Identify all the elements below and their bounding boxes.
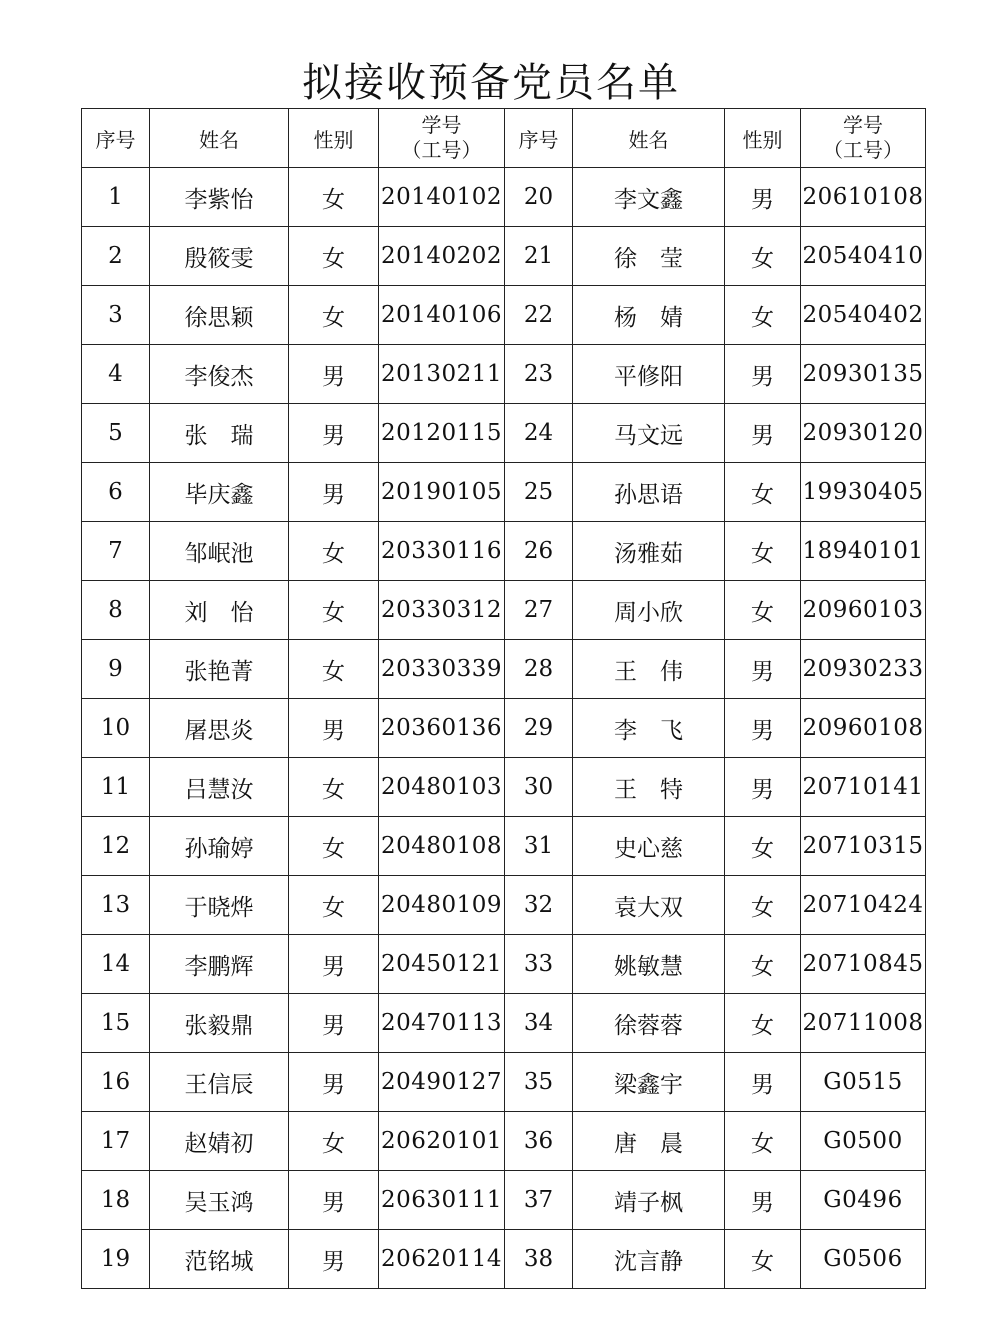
left-gender-cell: 女: [289, 876, 379, 935]
left-seq-cell: 7: [82, 522, 150, 581]
right-seq-cell: 32: [505, 876, 573, 935]
left-gender-cell: 女: [289, 286, 379, 345]
left-seq-cell: 3: [82, 286, 150, 345]
right-seq-cell: 24: [505, 404, 573, 463]
table-row: [82, 168, 926, 227]
left-gender-cell: 女: [289, 758, 379, 817]
right-seq-cell: 36: [505, 1112, 573, 1171]
left-gender-cell: 男: [289, 699, 379, 758]
left-seq-cell: 5: [82, 404, 150, 463]
header-gender-right: 性别: [725, 109, 801, 168]
left-id-cell: 20360136: [379, 699, 505, 758]
right-seq-cell: 27: [505, 581, 573, 640]
right-name-cell: 孙思语: [573, 463, 725, 522]
right-name-cell: 姚敏慧: [573, 935, 725, 994]
left-name-cell: 李俊杰: [150, 345, 289, 404]
header-seq: 序号: [82, 109, 150, 168]
right-id-cell: 20540410: [801, 227, 926, 286]
right-gender-cell: 女: [725, 1112, 801, 1171]
left-gender-cell: 女: [289, 522, 379, 581]
left-name-cell: 刘 怡: [150, 581, 289, 640]
member-table: [81, 108, 926, 1289]
left-name-cell: 张艳菁: [150, 640, 289, 699]
right-id-cell: 20710845: [801, 935, 926, 994]
right-id-cell: 20930120: [801, 404, 926, 463]
right-gender-cell: 男: [725, 168, 801, 227]
left-id-cell: 20620114: [379, 1230, 505, 1289]
left-seq-cell: 4: [82, 345, 150, 404]
left-gender-cell: 男: [289, 404, 379, 463]
left-name-cell: 张毅鼎: [150, 994, 289, 1053]
table-row: [82, 817, 926, 876]
page-title: 拟接收预备党员名单: [302, 60, 680, 106]
right-gender-cell: 女: [725, 286, 801, 345]
left-gender-cell: 男: [289, 1230, 379, 1289]
left-id-cell: 20480103: [379, 758, 505, 817]
right-name-cell: 徐 莹: [573, 227, 725, 286]
right-seq-cell: 35: [505, 1053, 573, 1112]
left-name-cell: 殷筱雯: [150, 227, 289, 286]
left-seq-cell: 6: [82, 463, 150, 522]
table-row: [82, 1112, 926, 1171]
right-name-cell: 靖子枫: [573, 1171, 725, 1230]
right-id-cell: 20710141: [801, 758, 926, 817]
left-gender-cell: 男: [289, 935, 379, 994]
left-seq-cell: 8: [82, 581, 150, 640]
left-id-cell: 20490127: [379, 1053, 505, 1112]
right-id-cell: 20710424: [801, 876, 926, 935]
left-name-cell: 徐思颖: [150, 286, 289, 345]
table-row: [82, 404, 926, 463]
right-name-cell: 史心慈: [573, 817, 725, 876]
table-row: [82, 699, 926, 758]
right-gender-cell: 女: [725, 994, 801, 1053]
right-gender-cell: 男: [725, 404, 801, 463]
header-id-right-line2: （工号）: [823, 138, 903, 162]
left-gender-cell: 女: [289, 227, 379, 286]
left-id-cell: 20140102: [379, 168, 505, 227]
left-seq-cell: 9: [82, 640, 150, 699]
right-seq-cell: 25: [505, 463, 573, 522]
right-seq-cell: 28: [505, 640, 573, 699]
right-seq-cell: 21: [505, 227, 573, 286]
left-name-cell: 李紫怡: [150, 168, 289, 227]
right-name-cell: 梁鑫宇: [573, 1053, 725, 1112]
left-seq-cell: 1: [82, 168, 150, 227]
left-id-cell: 20450121: [379, 935, 505, 994]
left-name-cell: 范铭城: [150, 1230, 289, 1289]
left-name-cell: 孙瑜婷: [150, 817, 289, 876]
right-gender-cell: 男: [725, 758, 801, 817]
left-name-cell: 于晓烨: [150, 876, 289, 935]
table-row: [82, 758, 926, 817]
right-seq-cell: 38: [505, 1230, 573, 1289]
right-id-cell: G0500: [801, 1112, 926, 1171]
left-id-cell: 20620101: [379, 1112, 505, 1171]
left-id-cell: 20330339: [379, 640, 505, 699]
left-seq-cell: 12: [82, 817, 150, 876]
right-seq-cell: 23: [505, 345, 573, 404]
left-id-cell: 20330116: [379, 522, 505, 581]
right-gender-cell: 男: [725, 699, 801, 758]
right-name-cell: 马文远: [573, 404, 725, 463]
header-id-right-line1: 学号: [843, 113, 883, 137]
left-name-cell: 王信辰: [150, 1053, 289, 1112]
right-id-cell: 19930405: [801, 463, 926, 522]
left-gender-cell: 男: [289, 994, 379, 1053]
left-name-cell: 吕慧汝: [150, 758, 289, 817]
right-seq-cell: 33: [505, 935, 573, 994]
header-id-right: [801, 109, 926, 168]
left-gender-cell: 男: [289, 1053, 379, 1112]
table-row: [82, 935, 926, 994]
right-gender-cell: 女: [725, 1230, 801, 1289]
left-name-cell: 毕庆鑫: [150, 463, 289, 522]
header-gender: 性别: [289, 109, 379, 168]
right-gender-cell: 女: [725, 935, 801, 994]
right-id-cell: 20930135: [801, 345, 926, 404]
right-id-cell: 20930233: [801, 640, 926, 699]
left-gender-cell: 女: [289, 168, 379, 227]
right-id-cell: G0515: [801, 1053, 926, 1112]
right-seq-cell: 26: [505, 522, 573, 581]
right-id-cell: 20710315: [801, 817, 926, 876]
right-gender-cell: 女: [725, 463, 801, 522]
right-seq-cell: 20: [505, 168, 573, 227]
right-id-cell: 20711008: [801, 994, 926, 1053]
header-row: [82, 109, 926, 168]
right-gender-cell: 男: [725, 1053, 801, 1112]
right-gender-cell: 女: [725, 227, 801, 286]
left-gender-cell: 女: [289, 581, 379, 640]
left-name-cell: 屠思炎: [150, 699, 289, 758]
right-name-cell: 徐蓉蓉: [573, 994, 725, 1053]
right-name-cell: 周小欣: [573, 581, 725, 640]
table-row: [82, 345, 926, 404]
right-seq-cell: 34: [505, 994, 573, 1053]
right-gender-cell: 女: [725, 522, 801, 581]
right-gender-cell: 女: [725, 817, 801, 876]
right-seq-cell: 31: [505, 817, 573, 876]
right-id-cell: 20960103: [801, 581, 926, 640]
right-name-cell: 王 伟: [573, 640, 725, 699]
table-row: [82, 876, 926, 935]
left-name-cell: 邹岷池: [150, 522, 289, 581]
left-gender-cell: 男: [289, 463, 379, 522]
right-id-cell: 20610108: [801, 168, 926, 227]
header-id: [379, 109, 505, 168]
left-seq-cell: 16: [82, 1053, 150, 1112]
header-seq-right: 序号: [505, 109, 573, 168]
header-name-right: 姓名: [573, 109, 725, 168]
right-name-cell: 汤雅茹: [573, 522, 725, 581]
left-gender-cell: 女: [289, 640, 379, 699]
right-name-cell: 李 飞: [573, 699, 725, 758]
table-row: [82, 463, 926, 522]
left-seq-cell: 15: [82, 994, 150, 1053]
left-id-cell: 20480108: [379, 817, 505, 876]
left-seq-cell: 17: [82, 1112, 150, 1171]
left-seq-cell: 2: [82, 227, 150, 286]
right-name-cell: 平修阳: [573, 345, 725, 404]
right-seq-cell: 37: [505, 1171, 573, 1230]
left-seq-cell: 14: [82, 935, 150, 994]
left-seq-cell: 10: [82, 699, 150, 758]
header-name: 姓名: [150, 109, 289, 168]
table-body: [82, 168, 926, 1289]
left-gender-cell: 女: [289, 817, 379, 876]
left-id-cell: 20470113: [379, 994, 505, 1053]
table-row: [82, 1053, 926, 1112]
right-name-cell: 杨 婧: [573, 286, 725, 345]
left-seq-cell: 18: [82, 1171, 150, 1230]
right-gender-cell: 男: [725, 640, 801, 699]
left-id-cell: 20630111: [379, 1171, 505, 1230]
left-name-cell: 张 瑞: [150, 404, 289, 463]
left-seq-cell: 11: [82, 758, 150, 817]
header-id-line2: （工号）: [401, 138, 482, 162]
right-id-cell: 20540402: [801, 286, 926, 345]
right-id-cell: G0506: [801, 1230, 926, 1289]
right-id-cell: 20960108: [801, 699, 926, 758]
right-gender-cell: 女: [725, 581, 801, 640]
right-seq-cell: 22: [505, 286, 573, 345]
right-gender-cell: 男: [725, 345, 801, 404]
table-row: [82, 522, 926, 581]
left-id-cell: 20190105: [379, 463, 505, 522]
right-gender-cell: 女: [725, 876, 801, 935]
left-gender-cell: 女: [289, 1112, 379, 1171]
right-id-cell: G0496: [801, 1171, 926, 1230]
left-name-cell: 赵婧初: [150, 1112, 289, 1171]
right-seq-cell: 30: [505, 758, 573, 817]
table-row: [82, 1230, 926, 1289]
right-name-cell: 李文鑫: [573, 168, 725, 227]
left-id-cell: 20140202: [379, 227, 505, 286]
right-name-cell: 唐 晨: [573, 1112, 725, 1171]
left-gender-cell: 男: [289, 345, 379, 404]
right-id-cell: 18940101: [801, 522, 926, 581]
table-row: [82, 581, 926, 640]
left-name-cell: 李鹏辉: [150, 935, 289, 994]
header-id-line1: 学号: [421, 113, 462, 137]
left-seq-cell: 19: [82, 1230, 150, 1289]
right-gender-cell: 男: [725, 1171, 801, 1230]
left-name-cell: 吴玉鸿: [150, 1171, 289, 1230]
table-row: [82, 227, 926, 286]
left-id-cell: 20330312: [379, 581, 505, 640]
table-row: [82, 994, 926, 1053]
right-name-cell: 袁大双: [573, 876, 725, 935]
right-name-cell: 王 特: [573, 758, 725, 817]
left-id-cell: 20140106: [379, 286, 505, 345]
left-id-cell: 20480109: [379, 876, 505, 935]
left-seq-cell: 13: [82, 876, 150, 935]
table-row: [82, 640, 926, 699]
right-seq-cell: 29: [505, 699, 573, 758]
right-name-cell: 沈言静: [573, 1230, 725, 1289]
left-id-cell: 20120115: [379, 404, 505, 463]
table-row: [82, 286, 926, 345]
left-gender-cell: 男: [289, 1171, 379, 1230]
table-row: [82, 1171, 926, 1230]
left-id-cell: 20130211: [379, 345, 505, 404]
